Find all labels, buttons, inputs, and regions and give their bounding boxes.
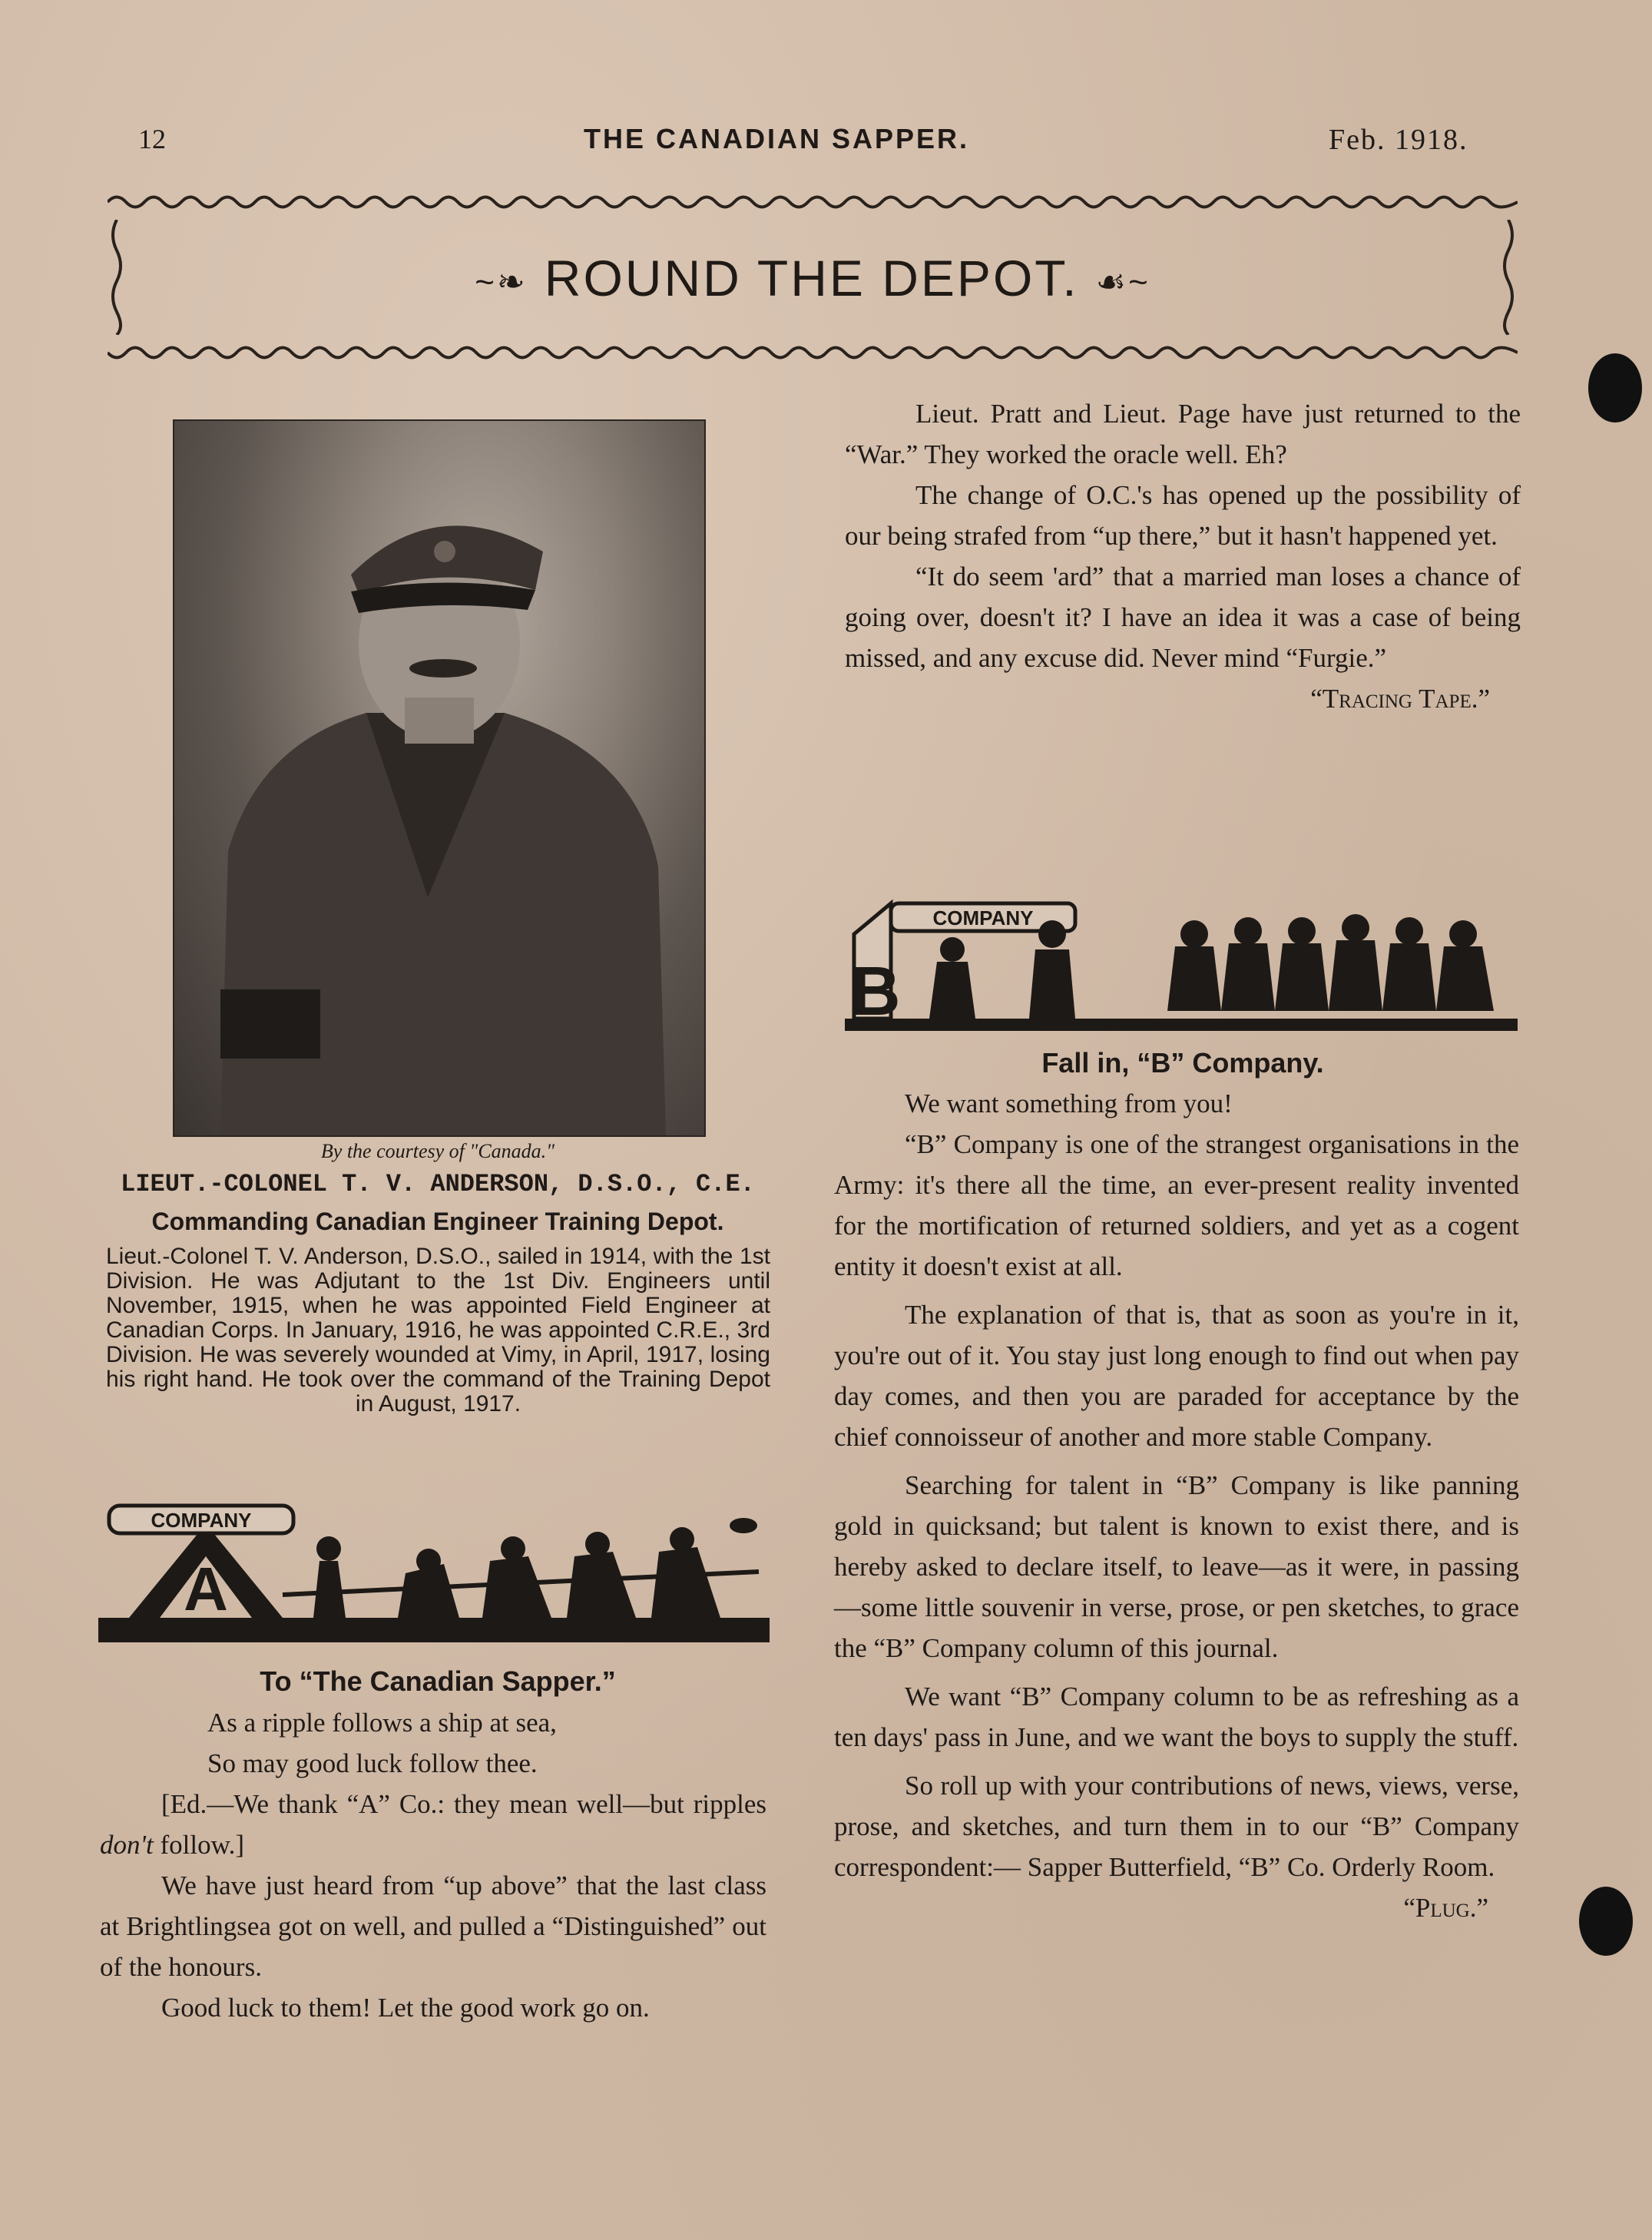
editor-note-start: [Ed.—We thank “A” Co.: they mean well—but ripples — [161, 1789, 766, 1819]
scroll-flourish-icon: ~❧ — [475, 263, 528, 302]
punch-hole-icon — [1588, 353, 1642, 422]
sapper-section-body — [100, 1702, 766, 2028]
tracing-tape-signoff: “Tracing Tape.” — [1310, 684, 1490, 714]
scroll-flourish-icon: ☙~ — [1095, 263, 1150, 302]
b-company-paragraph-2: “B” Company is one of the strangest organisations in the Army: it's there all the time, an ever-present reality invented for the mortification of returned soldiers, and yet as a cogent entity it doesn't exist at all. — [834, 1129, 1519, 1281]
tracing-tape-paragraph-3: “It do seem 'ard” that a married man loses a chance of going over, doesn't it? I have an idea it was a case of being missed, and any excuse did. Never mind “Furgie.” — [845, 562, 1521, 673]
company-a-letter: A — [184, 1555, 228, 1623]
b-company-paragraph-5: We want “B” Company column to be as refreshing as a ten days' pass in June, and we want the boys to supply the stuff. — [834, 1682, 1519, 1752]
section-banner — [108, 189, 1518, 366]
b-company-column — [834, 1083, 1519, 1928]
sapper-verse-title: To “The Canadian Sapper.” — [260, 1665, 616, 1697]
verse-line-2: So may good luck follow thee. — [207, 1748, 538, 1778]
brightlingsea-paragraph: We have just heard from “up above” that the last class at Brightlingsea got on well, and pulled a “Distinguished” out of the honours. — [100, 1871, 766, 1982]
portrait-role: Commanding Canadian Engineer Training Depot. — [151, 1208, 724, 1235]
portrait-silhouette — [174, 421, 704, 1135]
company-b-label: COMPANY — [932, 906, 1034, 929]
issue-date: Feb. 1918. — [1329, 124, 1468, 156]
officer-portrait-photo — [173, 419, 706, 1137]
company-a-illustration — [98, 1503, 770, 1642]
tracing-tape-paragraph-1: Lieut. Pratt and Lieut. Page have just returned to the “War.” They worked the oracle well. Eh? — [845, 399, 1521, 469]
b-company-signoff: “Plug.” — [1403, 1893, 1488, 1923]
journal-title: THE CANADIAN SAPPER. — [584, 123, 970, 154]
company-b-silhouette — [845, 888, 1518, 1031]
b-company-paragraph-1: We want something from you! — [905, 1089, 1233, 1118]
b-company-paragraph-6: So roll up with your contributions of news, views, verse, prose, and sketches, and turn them in to our “B” Company correspondent:— Sapper Butterfield, “B” Co. Orderly Room. — [834, 1771, 1519, 1882]
section-heading — [108, 249, 1518, 307]
section-heading-text: ROUND THE DEPOT. — [544, 250, 1079, 307]
editor-note-end: follow.] — [153, 1830, 244, 1860]
editor-note-emphasis: don't — [100, 1830, 154, 1860]
company-a-label: COMPANY — [151, 1509, 252, 1532]
b-company-paragraph-4: Searching for talent in “B” Company is like panning gold in quicksand; but talent is known to exist there, and is hereby asked to declare itself, to leave—as it were, in passing—some little souvenir in verse, prose, or pen sketches, to grace the “B” Company column of this journal. — [834, 1470, 1519, 1663]
wavy-border-bottom — [108, 340, 1518, 366]
tracing-tape-paragraph-2: The change of O.C.'s has opened up the possibility of our being strafed from “up there,” but it hasn't happened yet. — [845, 480, 1521, 551]
company-b-illustration — [845, 888, 1518, 1031]
punch-hole-icon — [1579, 1887, 1633, 1956]
page-number: 12 — [138, 124, 166, 154]
side-ornament-right — [1499, 220, 1518, 335]
verse-line-1: As a ripple follows a ship at sea, — [207, 1708, 557, 1738]
wavy-border-top — [108, 189, 1518, 215]
company-b-letter: B — [850, 953, 901, 1030]
portrait-name: LIEUT.-COLONEL T. V. ANDERSON, D.S.O., C.E. — [121, 1170, 755, 1198]
portrait-biography: Lieut.-Colonel T. V. Anderson, D.S.O., sailed in 1914, with the 1st Division. He was Adjutant to the 1st Div. Engineers until November, 1915, when he was appointed Field Engineer at Canadian Corps. In January, 1916, he was appointed C.R.E., 3rd Division. He was severely wounded at Vimy, in April, 1917, losing his right hand. He took over the command of the Training Depot in August, 1917. — [106, 1244, 770, 1417]
tracing-tape-column — [845, 393, 1521, 719]
editor-note — [100, 1784, 766, 1865]
company-a-silhouette — [98, 1503, 770, 1642]
good-luck-paragraph: Good luck to them! Let the good work go on. — [161, 1993, 650, 2023]
photo-credit: By the courtesy of "Canada." — [320, 1140, 555, 1162]
b-company-title: Fall in, “B” Company. — [1041, 1047, 1324, 1079]
b-company-paragraph-3: The explanation of that is, that as soon as you're in it, you're out of it. You stay just long enough to find out when pay day comes, and then you are paraded for acceptance by the chief connoisseur of another and more stable Company. — [834, 1300, 1519, 1452]
